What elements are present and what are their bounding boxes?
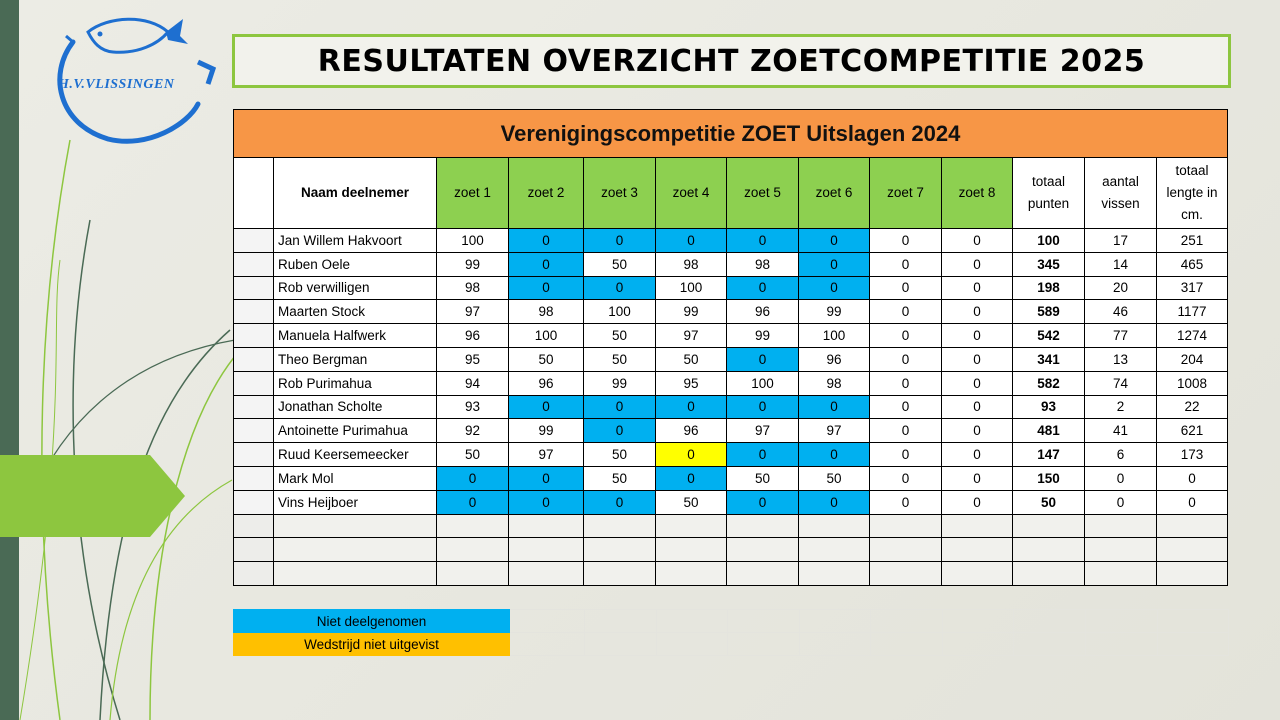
participant-name: Rob verwilligen xyxy=(274,276,437,300)
total-length-header: totaal lengte in cm. xyxy=(1157,158,1228,229)
participant-name: Manuela Halfwerk xyxy=(274,324,437,348)
score-cell: 92 xyxy=(437,419,509,443)
score-cell: 100 xyxy=(509,324,584,348)
match-header: zoet 8 xyxy=(942,158,1013,229)
score-cell: 99 xyxy=(437,252,509,276)
legend-table xyxy=(233,609,1229,656)
fish-count-cell: 14 xyxy=(1085,252,1157,276)
score-cell: 96 xyxy=(799,347,870,371)
empty-cell xyxy=(584,562,656,586)
empty-cell xyxy=(437,514,509,538)
table-row xyxy=(234,347,1228,371)
empty-cell xyxy=(1157,562,1228,586)
match-header: zoet 4 xyxy=(656,158,727,229)
score-cell: 99 xyxy=(799,300,870,324)
score-cell: 0 xyxy=(509,466,584,490)
score-cell: 0 xyxy=(584,490,656,514)
table-row xyxy=(234,252,1228,276)
score-cell: 50 xyxy=(656,347,727,371)
match-header: zoet 5 xyxy=(727,158,799,229)
score-cell: 0 xyxy=(799,395,870,419)
total-points-cell: 582 xyxy=(1013,371,1085,395)
score-cell: 0 xyxy=(870,324,942,348)
total-length-cell: 22 xyxy=(1157,395,1228,419)
total-points-cell: 150 xyxy=(1013,466,1085,490)
empty-cell xyxy=(509,514,584,538)
empty-cell xyxy=(870,514,942,538)
score-cell: 97 xyxy=(799,419,870,443)
total-points-cell: 542 xyxy=(1013,324,1085,348)
empty-table-row xyxy=(234,562,1228,586)
total-length-cell: 317 xyxy=(1157,276,1228,300)
row-index-cell xyxy=(234,490,274,514)
row-index-cell xyxy=(234,276,274,300)
fish-count-cell: 13 xyxy=(1085,347,1157,371)
empty-cell xyxy=(274,562,437,586)
row-index-cell xyxy=(234,324,274,348)
total-length-cell: 251 xyxy=(1157,229,1228,253)
empty-cell xyxy=(870,562,942,586)
score-cell: 50 xyxy=(656,490,727,514)
row-index-cell xyxy=(234,395,274,419)
participant-name: Mark Mol xyxy=(274,466,437,490)
score-cell: 0 xyxy=(584,395,656,419)
total-length-cell: 0 xyxy=(1157,490,1228,514)
score-cell: 98 xyxy=(799,371,870,395)
score-cell: 100 xyxy=(727,371,799,395)
empty-cell xyxy=(437,562,509,586)
score-cell: 100 xyxy=(584,300,656,324)
index-header xyxy=(234,158,274,229)
total-length-cell: 1274 xyxy=(1157,324,1228,348)
match-header: zoet 7 xyxy=(870,158,942,229)
empty-cell xyxy=(870,538,942,562)
name-header: Naam deelnemer xyxy=(274,158,437,229)
participant-name: Ruud Keersemeecker xyxy=(274,443,437,467)
empty-cell xyxy=(942,562,1013,586)
score-cell: 96 xyxy=(437,324,509,348)
participant-name: Jan Willem Hakvoort xyxy=(274,229,437,253)
fish-count-cell: 0 xyxy=(1085,490,1157,514)
score-cell: 100 xyxy=(656,276,727,300)
score-cell: 94 xyxy=(437,371,509,395)
empty-cell xyxy=(584,514,656,538)
score-cell: 0 xyxy=(584,419,656,443)
total-length-cell: 204 xyxy=(1157,347,1228,371)
score-cell: 50 xyxy=(584,443,656,467)
row-index-cell xyxy=(234,371,274,395)
fish-count-cell: 2 xyxy=(1085,395,1157,419)
score-cell: 0 xyxy=(727,347,799,371)
score-cell: 50 xyxy=(584,466,656,490)
fish-count-cell: 17 xyxy=(1085,229,1157,253)
score-cell: 0 xyxy=(942,300,1013,324)
score-cell: 0 xyxy=(870,371,942,395)
table-title: Verenigingscompetitie ZOET Uitslagen 2024 xyxy=(234,110,1228,158)
score-cell: 0 xyxy=(870,347,942,371)
legend-not-participated: Niet deelgenomen xyxy=(234,610,510,633)
score-cell: 0 xyxy=(870,490,942,514)
empty-cell xyxy=(1013,538,1085,562)
fish-count-header: aantal vissen xyxy=(1085,158,1157,229)
score-cell: 0 xyxy=(584,229,656,253)
score-cell: 0 xyxy=(870,443,942,467)
fish-count-cell: 77 xyxy=(1085,324,1157,348)
score-cell: 0 xyxy=(942,371,1013,395)
total-points-header: totaal punten xyxy=(1013,158,1085,229)
empty-cell xyxy=(509,562,584,586)
score-cell: 0 xyxy=(799,229,870,253)
total-points-cell: 345 xyxy=(1013,252,1085,276)
score-cell: 50 xyxy=(584,324,656,348)
score-cell: 99 xyxy=(727,324,799,348)
score-cell: 0 xyxy=(799,276,870,300)
score-cell: 100 xyxy=(437,229,509,253)
score-cell: 0 xyxy=(942,490,1013,514)
score-cell: 0 xyxy=(584,276,656,300)
row-index-cell xyxy=(234,443,274,467)
empty-cell xyxy=(656,514,727,538)
fish-count-cell: 46 xyxy=(1085,300,1157,324)
green-arrow-tab xyxy=(0,455,185,537)
score-cell: 0 xyxy=(799,443,870,467)
score-cell: 0 xyxy=(942,443,1013,467)
participant-name: Theo Bergman xyxy=(274,347,437,371)
empty-cell xyxy=(942,538,1013,562)
score-cell: 0 xyxy=(942,276,1013,300)
legend-not-held: Wedstrijd niet uitgevist xyxy=(234,633,510,656)
total-points-cell: 50 xyxy=(1013,490,1085,514)
total-length-cell: 173 xyxy=(1157,443,1228,467)
score-cell: 99 xyxy=(656,300,727,324)
empty-cell xyxy=(1157,538,1228,562)
score-cell: 0 xyxy=(942,395,1013,419)
empty-cell xyxy=(727,514,799,538)
score-cell: 0 xyxy=(509,276,584,300)
empty-cell xyxy=(1085,562,1157,586)
score-cell: 98 xyxy=(437,276,509,300)
participant-name: Jonathan Scholte xyxy=(274,395,437,419)
fish-count-cell: 41 xyxy=(1085,419,1157,443)
score-cell: 96 xyxy=(509,371,584,395)
page-title: RESULTATEN OVERZICHT ZOETCOMPETITIE 2025 xyxy=(317,43,1146,79)
participant-name: Rob Purimahua xyxy=(274,371,437,395)
table-header-row xyxy=(234,158,1228,229)
empty-cell xyxy=(1085,538,1157,562)
score-cell: 0 xyxy=(942,347,1013,371)
score-cell: 0 xyxy=(870,252,942,276)
table-row xyxy=(234,371,1228,395)
empty-cell xyxy=(656,538,727,562)
score-cell: 97 xyxy=(727,419,799,443)
score-cell: 0 xyxy=(727,229,799,253)
empty-cell xyxy=(727,538,799,562)
total-points-cell: 147 xyxy=(1013,443,1085,467)
results-table xyxy=(233,109,1228,586)
match-header: zoet 1 xyxy=(437,158,509,229)
table-row xyxy=(234,466,1228,490)
score-cell: 0 xyxy=(437,490,509,514)
empty-cell xyxy=(799,514,870,538)
score-cell: 0 xyxy=(942,466,1013,490)
score-cell: 50 xyxy=(437,443,509,467)
total-points-cell: 341 xyxy=(1013,347,1085,371)
empty-cell xyxy=(509,538,584,562)
empty-table-row xyxy=(234,514,1228,538)
score-cell: 98 xyxy=(656,252,727,276)
row-index-cell xyxy=(234,300,274,324)
score-cell: 0 xyxy=(509,252,584,276)
score-cell: 0 xyxy=(799,490,870,514)
score-cell: 0 xyxy=(509,229,584,253)
empty-cell xyxy=(234,562,274,586)
score-cell: 96 xyxy=(727,300,799,324)
score-cell: 0 xyxy=(656,395,727,419)
total-length-cell: 465 xyxy=(1157,252,1228,276)
score-cell: 0 xyxy=(870,395,942,419)
empty-cell xyxy=(799,562,870,586)
score-cell: 0 xyxy=(727,490,799,514)
score-cell: 0 xyxy=(727,395,799,419)
score-cell: 0 xyxy=(656,466,727,490)
empty-cell xyxy=(942,514,1013,538)
participant-name: Vins Heijboer xyxy=(274,490,437,514)
score-cell: 0 xyxy=(727,443,799,467)
score-cell: 0 xyxy=(656,443,727,467)
score-cell: 97 xyxy=(437,300,509,324)
empty-cell xyxy=(437,538,509,562)
score-cell: 0 xyxy=(727,276,799,300)
total-length-cell: 1177 xyxy=(1157,300,1228,324)
page-title-box xyxy=(232,34,1231,88)
score-cell: 97 xyxy=(509,443,584,467)
logo-text: H.V.VLISSINGEN xyxy=(58,77,175,92)
empty-cell xyxy=(1157,514,1228,538)
score-cell: 50 xyxy=(509,347,584,371)
score-cell: 50 xyxy=(727,466,799,490)
score-cell: 0 xyxy=(509,395,584,419)
score-cell: 95 xyxy=(437,347,509,371)
empty-cell xyxy=(656,562,727,586)
match-header: zoet 3 xyxy=(584,158,656,229)
empty-cell xyxy=(1013,514,1085,538)
table-row xyxy=(234,395,1228,419)
score-cell: 100 xyxy=(799,324,870,348)
empty-cell xyxy=(1085,514,1157,538)
table-row xyxy=(234,443,1228,467)
fish-count-cell: 6 xyxy=(1085,443,1157,467)
score-cell: 95 xyxy=(656,371,727,395)
table-row xyxy=(234,490,1228,514)
score-cell: 99 xyxy=(584,371,656,395)
empty-cell xyxy=(727,562,799,586)
table-row xyxy=(234,324,1228,348)
legend-row xyxy=(234,633,1229,656)
score-cell: 0 xyxy=(942,324,1013,348)
match-header: zoet 2 xyxy=(509,158,584,229)
empty-table-row xyxy=(234,538,1228,562)
score-cell: 0 xyxy=(942,229,1013,253)
participant-name: Ruben Oele xyxy=(274,252,437,276)
score-cell: 0 xyxy=(656,229,727,253)
legend-row xyxy=(234,610,1229,633)
fish-count-cell: 20 xyxy=(1085,276,1157,300)
score-cell: 50 xyxy=(799,466,870,490)
score-cell: 98 xyxy=(727,252,799,276)
score-cell: 0 xyxy=(870,466,942,490)
score-cell: 96 xyxy=(656,419,727,443)
table-row xyxy=(234,276,1228,300)
score-cell: 50 xyxy=(584,347,656,371)
fish-count-cell: 74 xyxy=(1085,371,1157,395)
score-cell: 98 xyxy=(509,300,584,324)
score-cell: 0 xyxy=(799,252,870,276)
table-row xyxy=(234,229,1228,253)
row-index-cell xyxy=(234,419,274,443)
total-length-cell: 621 xyxy=(1157,419,1228,443)
empty-cell xyxy=(234,514,274,538)
score-cell: 0 xyxy=(509,490,584,514)
score-cell: 97 xyxy=(656,324,727,348)
total-length-cell: 0 xyxy=(1157,466,1228,490)
total-points-cell: 198 xyxy=(1013,276,1085,300)
score-cell: 99 xyxy=(509,419,584,443)
total-points-cell: 93 xyxy=(1013,395,1085,419)
score-cell: 0 xyxy=(942,252,1013,276)
score-cell: 0 xyxy=(870,419,942,443)
table-row xyxy=(234,300,1228,324)
total-length-cell: 1008 xyxy=(1157,371,1228,395)
empty-cell xyxy=(234,538,274,562)
empty-cell xyxy=(274,514,437,538)
score-cell: 0 xyxy=(870,300,942,324)
score-cell: 0 xyxy=(437,466,509,490)
row-index-cell xyxy=(234,229,274,253)
fish-count-cell: 0 xyxy=(1085,466,1157,490)
participant-name: Antoinette Purimahua xyxy=(274,419,437,443)
score-cell: 50 xyxy=(584,252,656,276)
score-cell: 0 xyxy=(870,229,942,253)
row-index-cell xyxy=(234,252,274,276)
table-row xyxy=(234,419,1228,443)
total-points-cell: 589 xyxy=(1013,300,1085,324)
match-header: zoet 6 xyxy=(799,158,870,229)
empty-cell xyxy=(274,538,437,562)
empty-cell xyxy=(584,538,656,562)
total-points-cell: 481 xyxy=(1013,419,1085,443)
empty-cell xyxy=(1013,562,1085,586)
total-points-cell: 100 xyxy=(1013,229,1085,253)
score-cell: 0 xyxy=(870,276,942,300)
score-cell: 93 xyxy=(437,395,509,419)
empty-cell xyxy=(799,538,870,562)
score-cell: 0 xyxy=(942,419,1013,443)
row-index-cell xyxy=(234,466,274,490)
participant-name: Maarten Stock xyxy=(274,300,437,324)
row-index-cell xyxy=(234,347,274,371)
